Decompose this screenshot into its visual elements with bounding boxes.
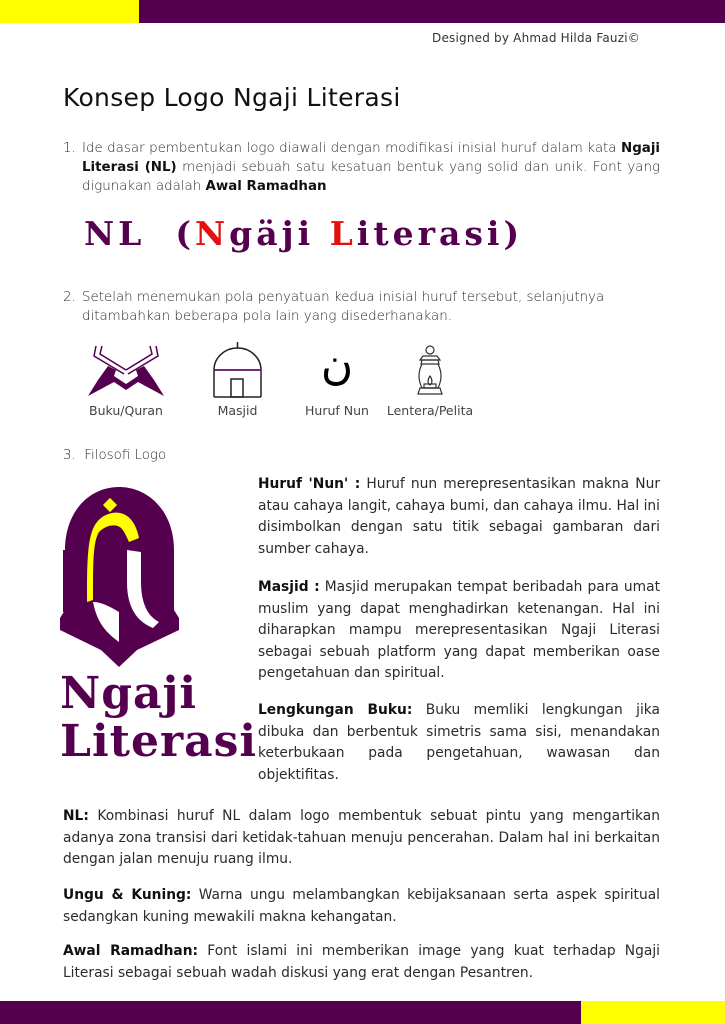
section-3-title: Filosofi Logo: [84, 448, 167, 463]
designer-credit: Designed by Ahmad Hilda Fauzi©: [432, 31, 640, 45]
term-label: Masjid :: [258, 579, 320, 595]
section-1: [63, 139, 660, 196]
logo-wordmark: [60, 670, 257, 766]
bottom-yellow-bar: [581, 1001, 725, 1024]
initials-nl: NL: [84, 214, 146, 253]
initial-l-red: L: [329, 214, 357, 253]
icon-label: Buku/Quran: [89, 403, 163, 418]
description-huruf-nun: Huruf 'Nun' : Huruf nun merepresentasikan makna Nur atau cahaya langit, cahaya bumi, dan cahaya ilmu. Hal ini disimbolkan dengan satu titik sebagai gambaran dari sumber cahaya.: [258, 476, 660, 557]
term-label: Lengkungan Buku:: [258, 702, 413, 718]
term-label: NL:: [63, 808, 89, 824]
icon-label: Masjid: [217, 403, 258, 418]
term-label: Huruf 'Nun' :: [258, 476, 361, 492]
bottom-purple-bar: [0, 1001, 581, 1024]
top-purple-bar: [139, 0, 725, 23]
top-yellow-bar: [0, 0, 139, 23]
description-lengkungan-buku: Lengkungan Buku: Buku memliki lengkungan jika dibuka dan berbentuk simetris sama sisi, menandakan keterbukaan pada pengetahuan, wawasan dan objektifitas.: [258, 702, 660, 783]
page-title: Konsep Logo Ngaji Literasi: [63, 83, 401, 112]
section-3-number: 3.: [63, 448, 76, 463]
book-quran-icon: [80, 340, 172, 398]
element-icons-row: [80, 340, 500, 430]
note-colors: Ungu & Kuning: Warna ungu melambangkan kebijaksanaan serta aspek spiritual sedangkan kuning mewakili makna kehangatan.: [63, 887, 660, 925]
note-nl: NL: Kombinasi huruf NL dalam logo membentuk sebuat pintu yang mengartikan adanya zona transisi dari ketidak-tahuan menuju pencerahan. Dalam hal ini berkaitan dengan jalan menuju ruang ilmu.: [63, 808, 660, 867]
term-label: Awal Ramadhan:: [63, 943, 199, 959]
initial-n-red: N: [195, 214, 230, 253]
note-font: Awal Ramadhan: Font islami ini memberikan image yang kuat terhadap Ngaji Literasi sebagai sebuah wadah diskusi yang erat dengan Pesantren.: [63, 943, 660, 981]
section-1-number: 1.: [63, 141, 76, 156]
lantern-icon: [380, 340, 480, 398]
logo-text-ngaji: Ngaji: [60, 668, 198, 719]
bold-ngaji-literasi: Ngaji Literasi (NL): [82, 141, 660, 175]
section-1-text: Ide dasar pembentukan logo diawali dengan modifikasi inisial huruf dalam kata Ngaji Literasi (NL) menjadi sebuah satu kesatuan bentuk yang solid dan unik. Font yang digunakan adalah Awal Ramadhan: [82, 141, 660, 194]
section-2: [63, 288, 663, 326]
description-masjid: Masjid : Masjid merupakan tempat beribadah para umat muslim yang dapat menghadirkan ketenangan. Hal ini diharapkan mampu merepresentasikan Ngaji Literasi sebagai sebuah platform yang dapat memberikan oase pengetahuan dan spiritual.: [258, 579, 660, 681]
nun-letter-icon: ن: [320, 339, 354, 390]
icon-label: Huruf Nun: [305, 403, 369, 418]
section-3-heading: [63, 446, 166, 465]
bold-font-name: Awal Ramadhan: [205, 179, 327, 194]
font-sample: NL (Ngäji Literasi): [84, 214, 524, 253]
section-2-text: Setelah menemukan pola penyatuan kedua inisial huruf tersebut, selanjutnya ditambahkan beberapa pola lain yang disederhanakan.: [82, 290, 605, 324]
ngaji-literasi-logo-mark: [57, 482, 182, 667]
mosque-icon: [200, 340, 275, 400]
icon-label: Lentera/Pelita: [386, 403, 474, 418]
section-2-number: 2.: [63, 290, 76, 305]
logo-text-literasi: Literasi: [60, 716, 258, 767]
term-label: Ungu & Kuning:: [63, 887, 192, 903]
